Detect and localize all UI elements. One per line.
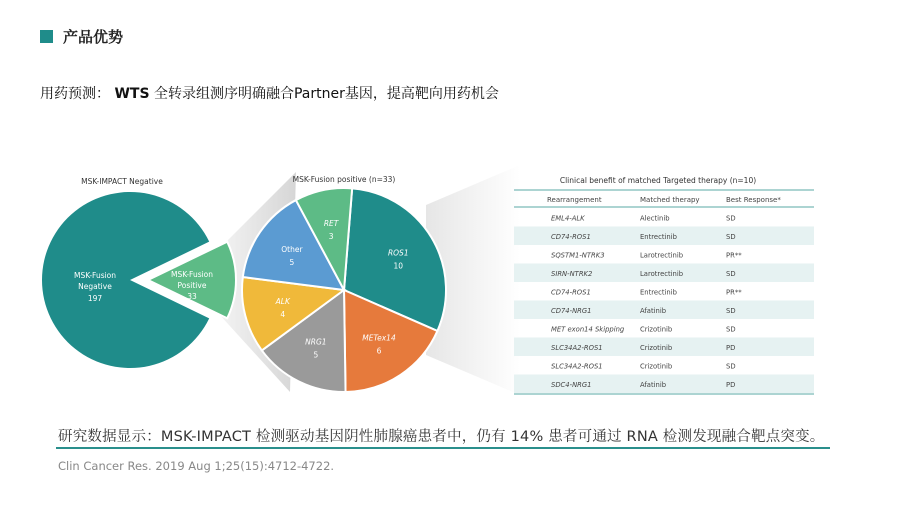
left-pie-label-positive: Positive xyxy=(177,281,207,290)
headline xyxy=(40,83,499,103)
table-cell: SD xyxy=(726,307,736,315)
pie-value-nrg1: 5 xyxy=(313,350,319,360)
table-cell: PD xyxy=(726,344,736,352)
table-title: Clinical benefit of matched Targeted therapy (n=10) xyxy=(559,176,757,185)
table-cell: Entrectinib xyxy=(640,233,677,241)
table-cell: CD74-ROS1 xyxy=(551,233,591,241)
table-cell: PR** xyxy=(726,288,742,297)
table-cell: CD74-NRG1 xyxy=(551,307,592,315)
headline-emphasis: WTS xyxy=(114,86,150,102)
left-pie-value-positive: 33 xyxy=(187,292,197,301)
table-cell: PD xyxy=(726,381,736,389)
table-cell: PR** xyxy=(726,251,742,260)
table-cell: Afatinib xyxy=(640,307,667,315)
table-header-best-response: Best Response* xyxy=(726,196,781,204)
fusion-figure xyxy=(0,150,912,450)
table-cell: CD74-ROS1 xyxy=(551,288,591,297)
pie-label-alk: ALK xyxy=(275,296,290,306)
table-cell: SIRN-NTRK2 xyxy=(551,270,593,278)
table-cell: SD xyxy=(726,325,736,334)
table-cell: SD xyxy=(726,214,736,223)
left-pie-value-negative: 197 xyxy=(87,294,103,303)
section-header xyxy=(40,26,123,47)
finding-divider xyxy=(56,447,830,449)
section-title: 产品优势 xyxy=(63,28,124,46)
table-cell: SD xyxy=(726,233,736,241)
citation: Clin Cancer Res. 2019 Aug 1;25(15):4712-4722. xyxy=(58,459,335,473)
pie-value-ros1: 10 xyxy=(393,261,404,271)
table-cell: Crizotinib xyxy=(640,362,673,371)
left-pie-title: MSK-IMPACT Negative xyxy=(81,177,163,186)
table-cell: SDC4-NRG1 xyxy=(551,381,592,389)
table-header-rearrangement: Rearrangement xyxy=(547,196,602,204)
pie-label-ros1: ROS1 xyxy=(387,248,409,258)
pie-label-nrg1: NRG1 xyxy=(305,337,327,347)
table-cell: SLC34A2-ROS1 xyxy=(551,344,603,352)
pie-value-other: 5 xyxy=(289,258,295,268)
table-cell: Larotrectinib xyxy=(640,251,684,260)
pie-value-alk: 4 xyxy=(280,309,286,319)
table-cell: Alectinib xyxy=(640,214,670,223)
study-finding: 研究数据显示：MSK-IMPACT 检测驱动基因阴性肺腺癌患者中，仍有 14% 患者可通过 RNA 检测发现融合靶点突变。 xyxy=(58,429,825,445)
table-cell: Afatinib xyxy=(640,381,667,389)
table-cell: Crizotinib xyxy=(640,344,673,352)
table-cell: MET exon14 Skipping xyxy=(551,325,625,334)
pie-value-metex14: 6 xyxy=(376,346,382,356)
table-cell: Crizotinib xyxy=(640,325,673,334)
pie-label-other: Other xyxy=(281,245,303,255)
table-cell: SQSTM1-NTRK3 xyxy=(551,251,605,260)
left-pie-label-negative: MSK-Fusion xyxy=(73,271,117,280)
pie-value-ret: 3 xyxy=(328,232,334,242)
headline-rest: 全转录组测序明确融合Partner基因，提高靶向用药机会 xyxy=(153,86,499,102)
right-pie-title: MSK-Fusion positive (n=33) xyxy=(292,175,396,184)
table-cell: Larotrectinib xyxy=(640,270,684,278)
table-cell: Entrectinib xyxy=(640,288,677,297)
table-header-matched-therapy: Matched therapy xyxy=(640,196,700,204)
table-cell: EML4-ALK xyxy=(551,214,585,223)
table-cell: SD xyxy=(726,270,736,278)
table-cell: SD xyxy=(726,362,736,371)
pie-label-ret: RET xyxy=(323,219,339,229)
left-pie-label-positive: MSK-Fusion xyxy=(170,270,214,279)
pie-label-metex14: METex14 xyxy=(362,333,396,343)
table-cell: SLC34A2-ROS1 xyxy=(551,362,603,371)
left-pie-label-negative: Negative xyxy=(78,282,112,291)
headline-lead: 用药预测： xyxy=(40,86,110,102)
section-marker-square xyxy=(40,30,53,43)
